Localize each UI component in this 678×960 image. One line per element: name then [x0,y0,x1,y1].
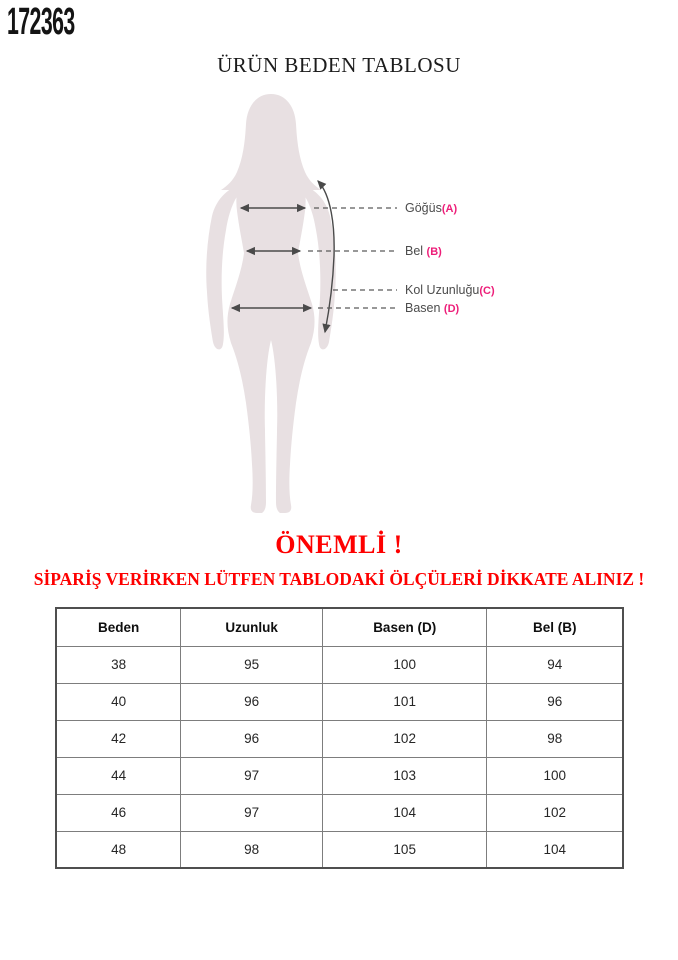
silhouette-head [221,94,321,190]
column-header-bel: Bel (B) [487,608,623,646]
table-row [56,831,623,868]
table-cell: 48 [56,831,181,868]
chest-label-letter: (A) [441,203,458,215]
table-cell: 44 [56,757,181,794]
product-code: 172363 [7,1,75,43]
column-header-beden: Beden [56,608,181,646]
table-row [56,683,623,720]
waist-label-letter: (B) [426,246,442,258]
table-cell: 98 [487,720,623,757]
table-cell: 102 [322,720,486,757]
table-cell: 100 [487,757,623,794]
waist-label [405,244,442,259]
chest-label-text: Göğüs [405,201,442,215]
order-warning-text: SİPARİŞ VERİRKEN LÜTFEN TABLODAKİ ÖLÇÜLERİ DİKKATE ALINIZ ! [33,569,645,589]
table-row [56,646,623,683]
silhouette-torso-legs [227,186,314,513]
table-cell: 98 [181,831,323,868]
table-body [56,646,623,868]
table-cell: 95 [181,646,323,683]
table-cell: 105 [322,831,486,868]
table-cell: 102 [487,794,623,831]
waist-label-text: Bel [405,244,427,258]
table-cell: 103 [322,757,486,794]
size-table [55,607,624,869]
table-cell: 96 [181,720,323,757]
sleeve-label-text: Kol Uzunluğu [405,283,480,297]
table-header-row [56,608,623,646]
chest-label [405,201,457,216]
sleeve-label [405,283,495,298]
body-silhouette-figure [206,94,336,513]
table-row [56,794,623,831]
column-header-basen: Basen (D) [322,608,486,646]
hip-label [405,301,459,316]
table-cell: 96 [181,683,323,720]
table-cell: 101 [322,683,486,720]
table-cell: 100 [322,646,486,683]
important-heading: ÖNEMLİ ! [275,530,403,559]
table-cell: 38 [56,646,181,683]
table-cell: 97 [181,794,323,831]
table-cell: 94 [487,646,623,683]
column-header-uzunluk: Uzunluk [181,608,323,646]
table-row [56,757,623,794]
hip-label-text: Basen [405,301,444,315]
table-cell: 40 [56,683,181,720]
table-cell: 46 [56,794,181,831]
hip-label-letter: (D) [443,303,460,315]
sleeve-label-letter: (C) [479,285,495,297]
table-cell: 104 [322,794,486,831]
table-cell: 104 [487,831,623,868]
table-row [56,720,623,757]
table-cell: 96 [487,683,623,720]
table-cell: 97 [181,757,323,794]
page-title: ÜRÜN BEDEN TABLOSU [217,53,461,77]
table-cell: 42 [56,720,181,757]
